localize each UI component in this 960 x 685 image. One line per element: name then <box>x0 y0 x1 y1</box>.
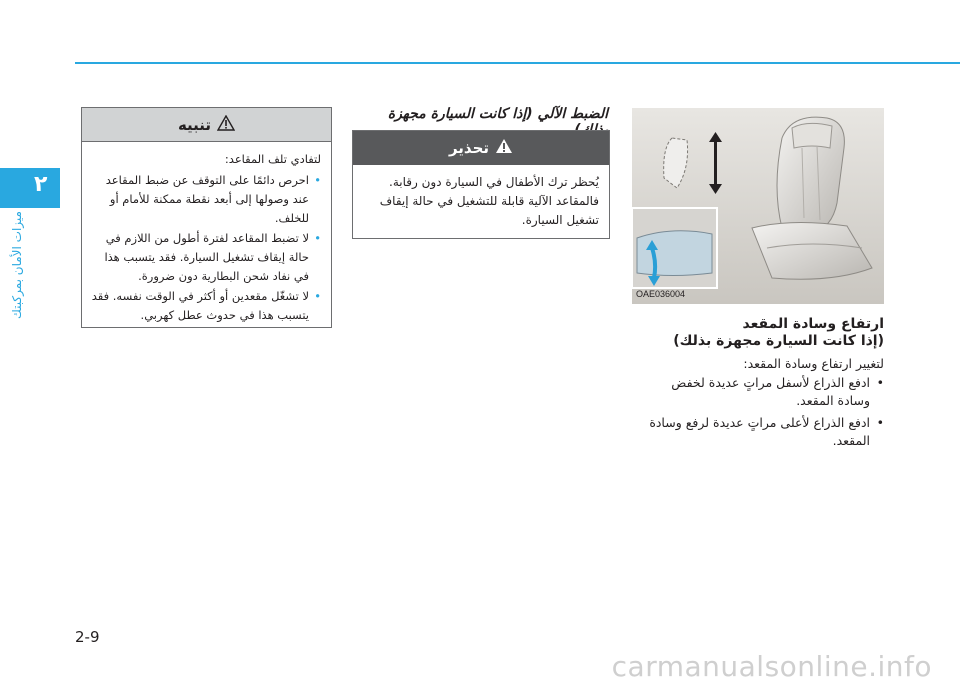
list-item: • احرص دائمًا على التوقف عن ضبط المقاعد عند وصولها إلى أبعد نقطة ممكنة للأمام أو للخلف. <box>90 171 321 228</box>
page-number: 2-9 <box>75 628 100 646</box>
image-code: OAE036004 <box>636 289 686 299</box>
chapter-label: ميزات الأمان بمركبتك <box>10 211 24 319</box>
warning-line: فالمقاعد الآلية قابلة للتشغيل في حالة إيقاف <box>379 194 599 208</box>
warning-icon <box>495 138 513 158</box>
seat-adjustment-image <box>632 108 884 304</box>
warning-title: تحذير <box>448 139 490 157</box>
warning-text <box>353 165 609 230</box>
list-item: • لا تضبط المقاعد لفترة أطول من اللازم في حالة إيقاف تشغيل السيارة. فقد يتسبب هذا في نفاد شحن البطارية دون ضرورة. <box>90 229 321 286</box>
warning-box <box>352 130 610 239</box>
chapter-number: ٢ <box>34 172 48 197</box>
notice-header <box>82 108 331 142</box>
list-item: • ادفع الذراع لأسفل مراتٍ عديدة لخفض وسادة المقعد. <box>648 374 884 410</box>
heading-line-1: ارتفاع وسادة المقعد <box>742 316 884 332</box>
watermark: carmanualsonline.info <box>611 650 932 683</box>
caution-icon <box>217 115 235 135</box>
warning-line: يُحظر ترك الأطفال في السيارة دون رقابة. <box>389 175 599 189</box>
seat-height-list <box>648 374 884 454</box>
notice-box <box>81 107 332 328</box>
power-adjust-heading: الضبط الآلي (إذا كانت السيارة مجهزة <box>387 106 608 122</box>
notice-intro: لتفادي تلف المقاعد: <box>224 152 321 166</box>
notice-list <box>90 171 321 325</box>
list-item: • ادفع الذراع لأعلى مراتٍ عديدة لرفع وسادة المقعد. <box>648 414 884 450</box>
warning-header <box>353 131 609 165</box>
seat-height-heading <box>648 316 884 350</box>
header-rule <box>75 62 960 64</box>
notice-title: تنبيه <box>177 115 212 134</box>
warning-line: تشغيل السيارة. <box>521 213 599 227</box>
notice-body <box>82 142 331 325</box>
list-item: • لا تشغّل مقعدين أو أكثر في الوقت نفسه. فقد يتسبب هذا في حدوث عطل كهربي. <box>90 287 321 325</box>
seat-height-intro: لتغيير ارتفاع وسادة المقعد: <box>743 356 884 371</box>
heading-line-2: (إذا كانت السيارة مجهزة بذلك) <box>673 333 884 349</box>
